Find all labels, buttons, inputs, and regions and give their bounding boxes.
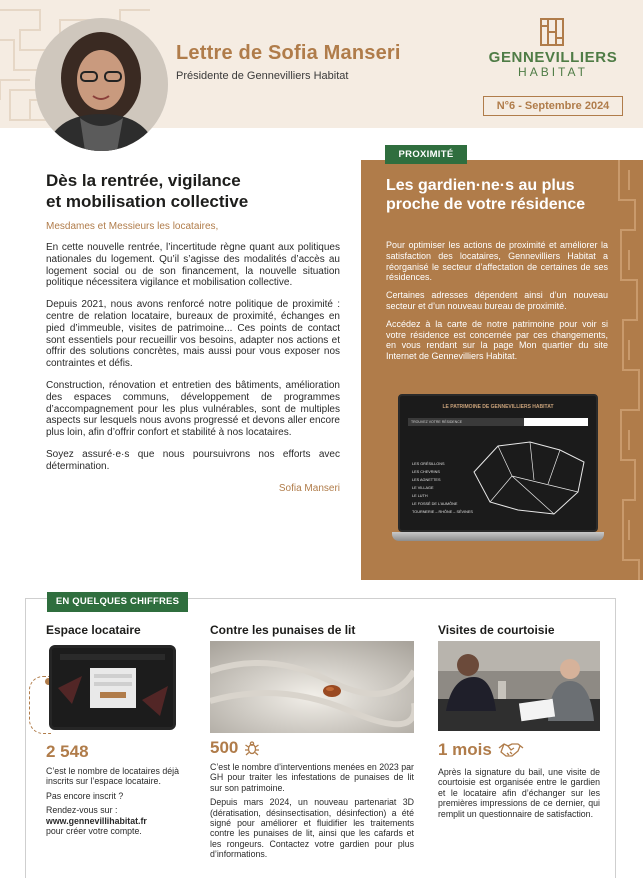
proximity-text xyxy=(386,240,608,369)
figures-punaises xyxy=(210,623,414,637)
editorial-title-line2: et mobilisation collective xyxy=(46,192,249,211)
editorial-title-line1: Dès la rentrée, vigilance xyxy=(46,171,241,190)
district-list xyxy=(412,460,473,516)
district-item: LE FOSSÉ DE L’AUMÔNE xyxy=(412,502,458,506)
tablet-illustration xyxy=(49,645,176,730)
figure-desc: Après la signature du bail, une visite de courtoisie est organisée entre le gardien et le locataire afin d’échanger sur les premières impressions de ce dernier, qui remplit un questionnaire de satisfaction. xyxy=(438,767,600,819)
proximity-panel xyxy=(361,160,643,580)
proximity-paragraph: Certaines adresses dépendent ainsi d’un nouveau secteur et d’un nouveau bureau de proximité. xyxy=(386,290,608,311)
screen-heading: LE PATRIMOINE DE GENNEVILLIERS HABITAT xyxy=(442,404,554,410)
figure-number-row xyxy=(438,740,600,760)
editorial-paragraph: Depuis 2021, nous avons renforcé notre politique de proximité : centre de relation locataire, bureaux de proximité, échanges en pied d’immeuble, visites de patrimoine... Ces points de contact sont essentiels pour recueillir vos besoins, adapter nos actions et offrir des solutions concrètes, mais aussi pour vous exposer nos contraintes et défis. xyxy=(46,299,340,370)
president-portrait xyxy=(35,18,168,151)
greeting: Mesdames et Messieurs les locataires, xyxy=(46,221,219,232)
meeting-photo xyxy=(438,641,600,731)
district-item: TOURNERIE – RHÔNE – SÉVINES xyxy=(412,510,473,514)
district-item: LES GRÉSILLONS xyxy=(412,462,445,466)
figures-punaises-details xyxy=(210,738,414,860)
figure-title: Espace locataire xyxy=(46,623,141,637)
screen-search xyxy=(408,418,588,426)
figure-title: Contre les punaises de lit xyxy=(210,623,356,637)
figures-visites-details xyxy=(438,740,600,819)
figure-number: 500 xyxy=(210,738,239,757)
gh-monogram-icon xyxy=(540,18,564,46)
proximity-title: Les gardien·ne·s au plus proche de votre résidence xyxy=(386,177,586,213)
laptop-illustration xyxy=(392,394,604,542)
figures-espace-locataire xyxy=(46,623,186,637)
figures-visites xyxy=(438,623,600,637)
figures-espace-details xyxy=(46,742,186,836)
figure-cta-end: pour créer votre compte. xyxy=(46,826,142,837)
issue-badge: N°6 - Septembre 2024 xyxy=(483,96,623,116)
website-link[interactable]: www.gennevillihabitat.fr xyxy=(46,815,147,826)
screen-search-label: TROUVEZ VOTRE RÉSIDENCE xyxy=(411,420,463,424)
figure-desc-2: Depuis mars 2024, un nouveau partenariat 3D (dératisation, désinsectisation, désinfection) a été signé pour améliorer et fluidifier les traitements contre les punaises de lit, ainsi que les cafards et les rongeurs. Contactez votre gardien pour plus d’informations. xyxy=(210,797,414,860)
figure-question: Pas encore inscrit ? xyxy=(46,790,124,801)
maze-pattern xyxy=(615,160,643,580)
logo-sub: HABITAT xyxy=(518,65,588,79)
page-title: Lettre de Sofia Manseri xyxy=(176,42,401,64)
bedbug-photo xyxy=(210,641,414,733)
laptop-screen xyxy=(398,394,598,532)
signature: Sofia Manseri xyxy=(278,482,340,494)
map-illustration xyxy=(468,432,592,520)
figure-desc: C’est le nombre de locataires déjà inscrits sur l’espace locataire. xyxy=(46,766,180,787)
key-figures-tag: EN QUELQUES CHIFFRES xyxy=(47,592,188,612)
figure-number-row xyxy=(210,738,414,758)
figure-desc: C’est le nombre d’interventions menées en 2023 par GH pour traiter les infestations de punaises de lit sur son patrimoine. xyxy=(210,762,414,793)
district-item: LE VILLAGE xyxy=(412,486,434,490)
logo-name: GENNEVILLIERS xyxy=(488,49,618,66)
figure-title: Visites de courtoisie xyxy=(438,623,555,637)
figure-cta: Rendez-vous sur : xyxy=(46,805,118,816)
figure-number: 2 548 xyxy=(46,742,89,761)
district-item: LE LUTH xyxy=(412,494,428,498)
bug-icon xyxy=(244,740,260,756)
header-band xyxy=(0,0,643,128)
screen-search-bar xyxy=(524,418,588,426)
district-item: LES AGNETTES xyxy=(412,478,441,482)
proximity-paragraph: Accédez à la carte de notre patrimoine pour voir si votre résidence est concernée par ces changements, en vous rendant sur la page Mon quartier du site Internet de Gennevilliers Habitat. xyxy=(386,318,608,362)
editorial xyxy=(46,170,340,494)
editorial-paragraph: En cette nouvelle rentrée, l’incertitude règne quant aux politiques nationales du logement. Qu’il s’agisse des modalités d’accès au logement social ou de son financement, la nouvelle situation politique nécessitera vigilance et mobilisation collective. xyxy=(46,242,340,289)
editorial-paragraph: Construction, rénovation et entretien des bâtiments, amélioration des espaces communs, développement de programmes d’accompagnement pour les plus vulnérables, sont de multiples aspects sur lesquels nous avons progressé et devons aller encore plus loin, afin d’offrir confort et stabilité à nos locataires. xyxy=(46,379,340,439)
editorial-paragraph: Soyez assuré·e·s que nous poursuivrons nos efforts avec détermination. xyxy=(46,448,340,472)
laptop-base xyxy=(392,532,604,541)
proximity-tag: PROXIMITÉ xyxy=(385,145,467,164)
editorial-title xyxy=(46,170,340,212)
district-item: LES CHEVRINS xyxy=(412,470,440,474)
handshake-icon xyxy=(498,742,524,758)
gennevilliers-habitat-logo xyxy=(480,18,626,84)
page-subtitle: Présidente de Gennevilliers Habitat xyxy=(176,70,349,82)
proximity-paragraph: Pour optimiser les actions de proximité et améliorer la satisfaction des locataires, Gennevilliers Habitat a réorganisé le secteur d’affectation de certaines de ses résidences. xyxy=(386,240,608,283)
figure-number: 1 mois xyxy=(438,740,492,759)
